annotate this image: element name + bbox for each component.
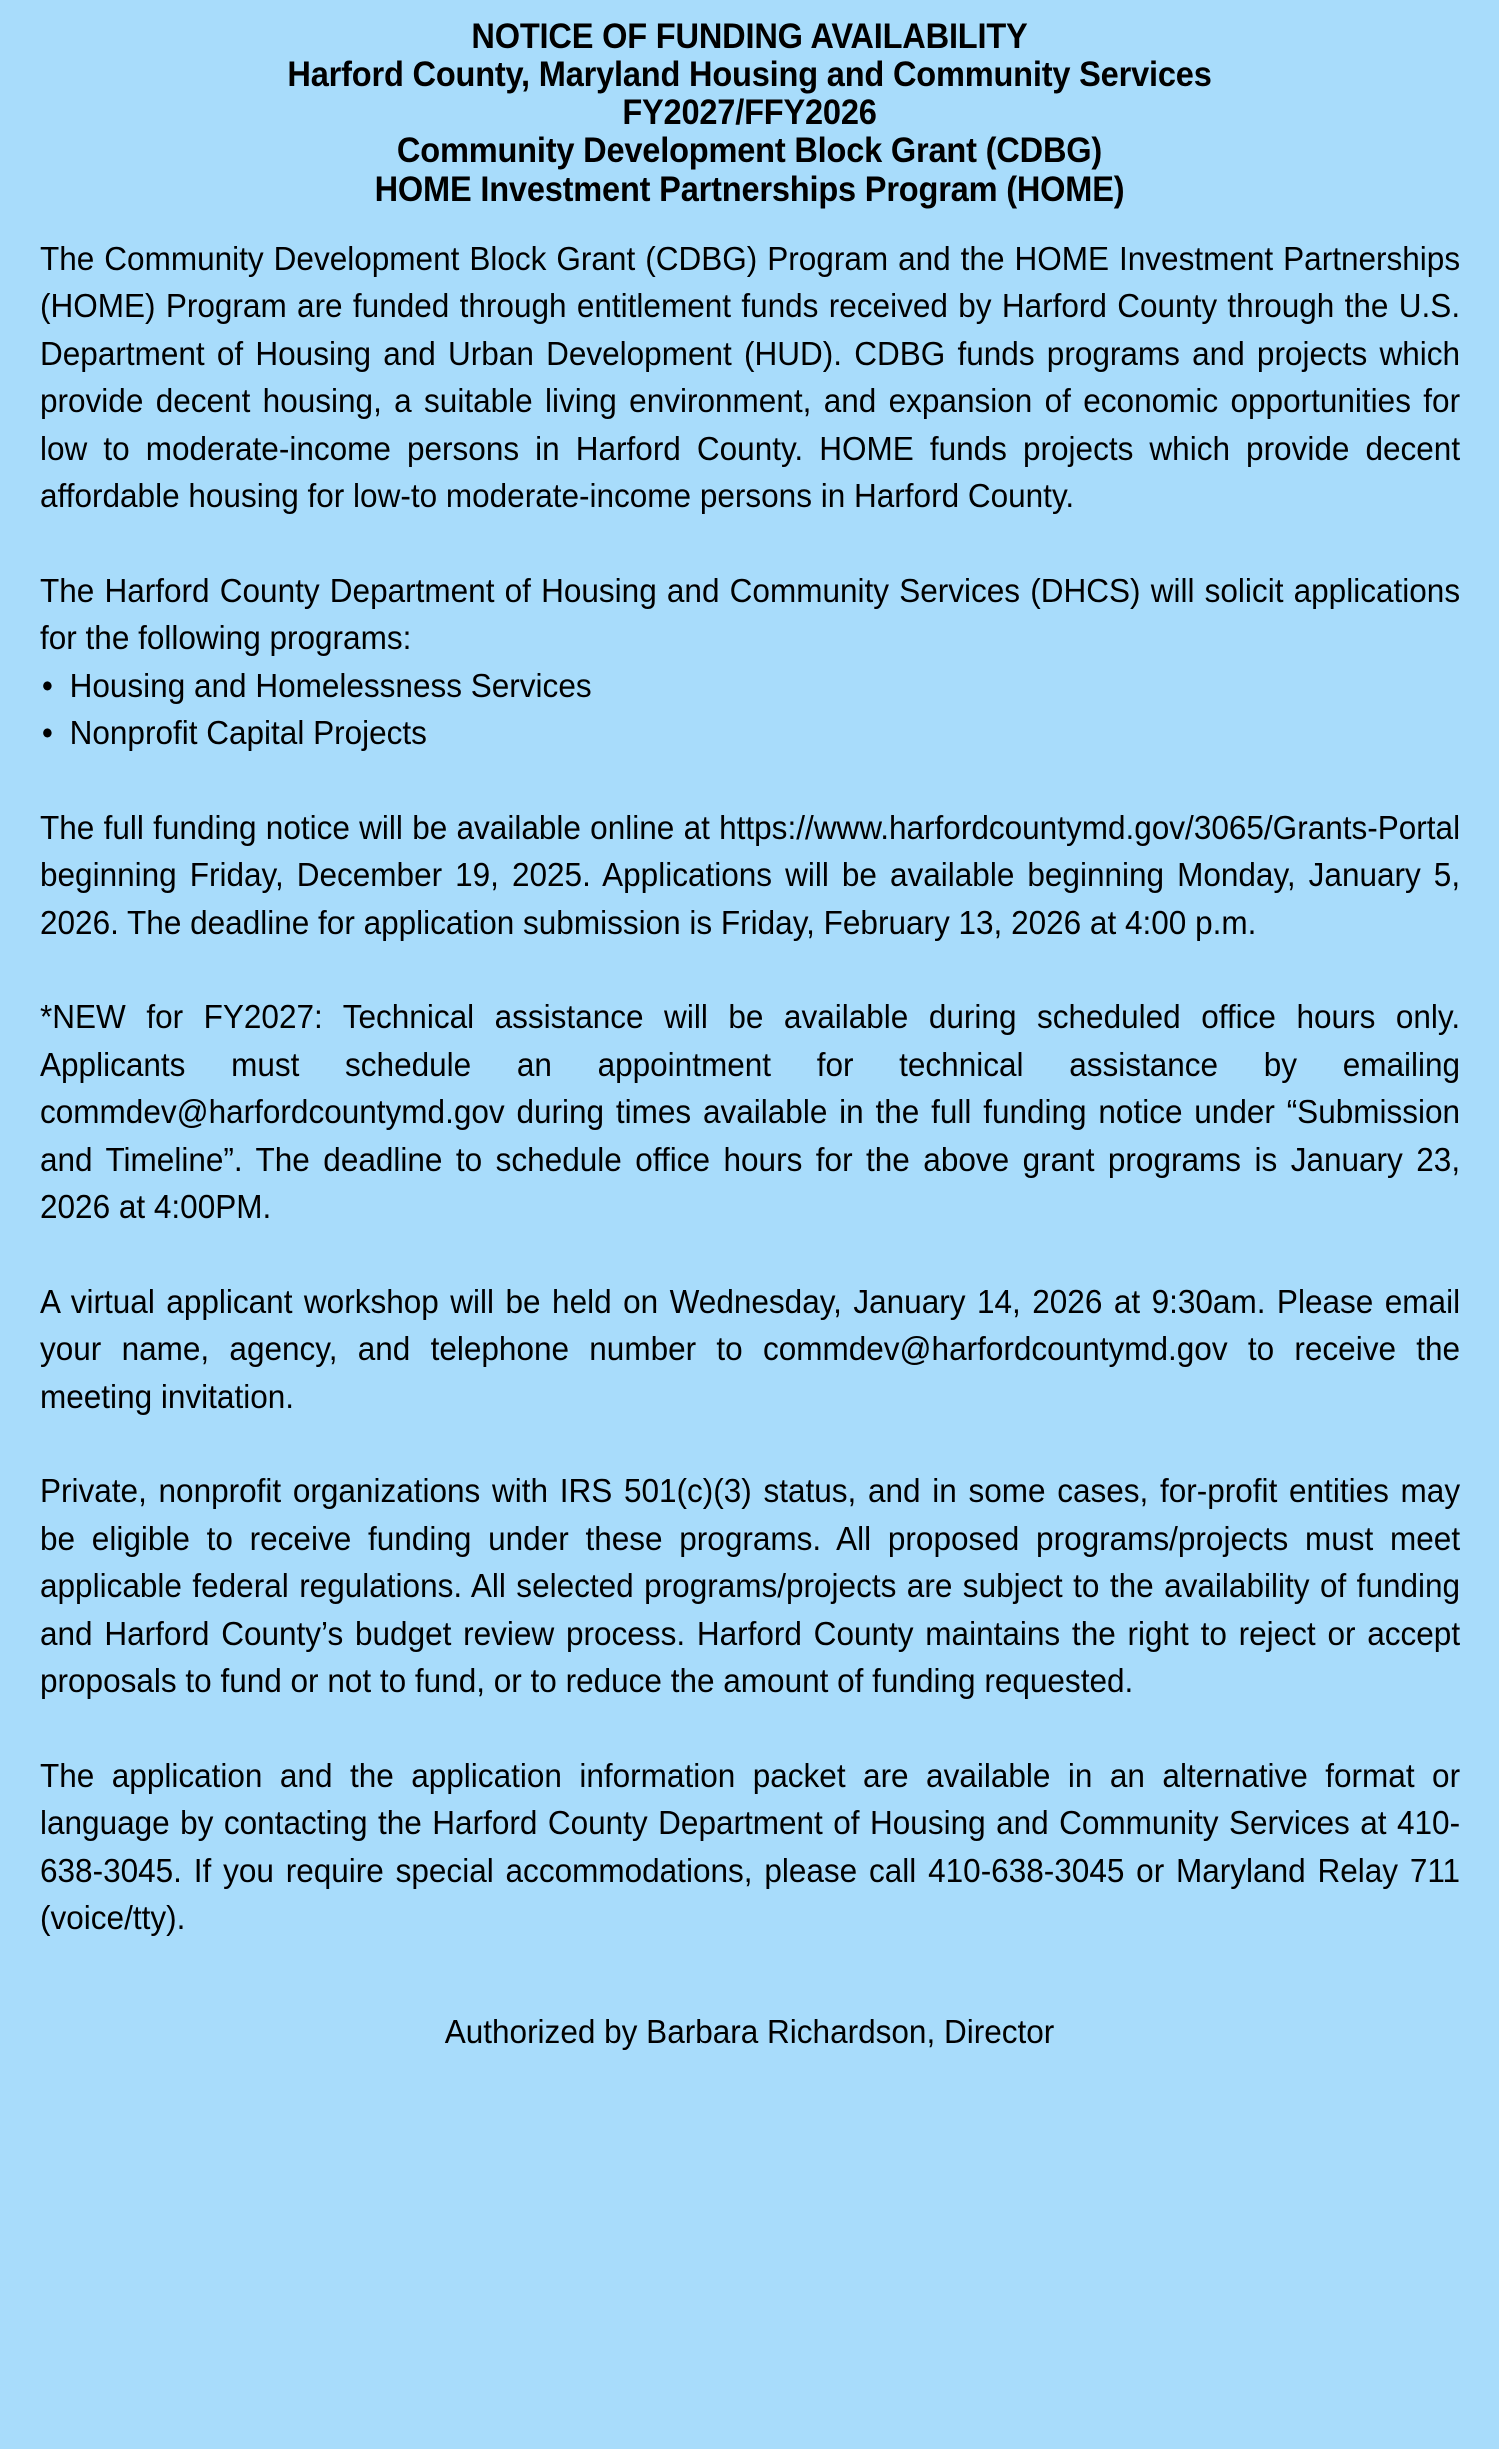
list-item bbox=[40, 709, 1460, 757]
notice-body bbox=[40, 235, 1460, 1942]
paragraph-workshop: A virtual applicant workshop will be held on Wednesday, January 14, 2026 at 9:30am. Please email your name, agency, and telephone number to commdev@harfordcountymd.gov to receive the meeting invitation. bbox=[40, 1282, 1461, 1415]
paragraph-technical-assistance: *NEW for FY2027: Technical assistance will be available during scheduled office hours only. Applicants must schedule an appointment for technical assistance by emailing commdev@harfordcountymd.gov during times available in the full funding notice under “Submission and Timeline”. The deadline to schedule office hours for the above grant programs is January 23, 2026 at 4:00PM. bbox=[40, 998, 1461, 1226]
paragraph-accessibility: The application and the application information packet are available in an alternative format or language by contacting the Harford County Department of Housing and Community Services at 410-638-3045. If you require special accommodations, please call 410-638-3045 or Maryland Relay 711 (voice/tty). bbox=[40, 1756, 1461, 1937]
paragraph-eligibility: Private, nonprofit organizations with IRS 501(c)(3) status, and in some cases, for-profit entities may be eligible to receive funding under these programs. All proposed programs/projects must meet applicable federal regulations. All selected programs/projects are subject to the availability of funding and Harford County’s budget review process. Harford County maintains the right to reject or accept proposals to fund or not to fund, or to reduce the amount of funding requested. bbox=[40, 1472, 1461, 1700]
bullet-icon: • bbox=[41, 666, 53, 704]
authorization-signature: Authorized by Barbara Richardson, Director bbox=[444, 2012, 1055, 2050]
title-line-notice-of-funding-availability: NOTICE OF FUNDING AVAILABILITY bbox=[471, 17, 1028, 56]
notice-title-block bbox=[90, 18, 1410, 209]
title-line-cdbg-program: Community Development Block Grant (CDBG) bbox=[396, 131, 1103, 171]
paragraph-intro: The Community Development Block Grant (CDBG) Program and the HOME Investment Partnerships (HOME) Program are funded through entitlement funds received by Harford County through the U.S. Department of Housing and Urban Development (HUD). CDBG funds programs and projects which provide decent housing, a suitable living environment, and expansion of economic opportunities for low to moderate-income persons in Harford County. HOME funds projects which provide decent affordable housing for low-to moderate-income persons in Harford County. bbox=[40, 239, 1461, 515]
paragraph-notice-availability: The full funding notice will be available online at https://www.harfordcountymd.gov/3065/Grants-Portal beginning Friday, December 19, 2025. Applications will be available beginning Monday, January 5, 2026. The deadline for application submission is Friday, February 13, 2026 at 4:00 p.m. bbox=[40, 808, 1461, 941]
title-line-fiscal-year: FY2027/FFY2026 bbox=[622, 93, 877, 133]
list-item bbox=[40, 662, 1460, 710]
program-list bbox=[40, 662, 1460, 757]
title-line-agency: Harford County, Maryland Housing and Community Services bbox=[287, 55, 1212, 95]
title-line-home-program: HOME Investment Partnerships Program (HOME) bbox=[374, 169, 1125, 209]
list-item-label: Nonprofit Capital Projects bbox=[69, 714, 427, 752]
list-item-label: Housing and Homelessness Services bbox=[69, 666, 592, 704]
paragraph-solicit: The Harford County Department of Housing and Community Services (DHCS) will solicit applications for the following programs: bbox=[40, 571, 1461, 657]
bullet-icon: • bbox=[41, 714, 53, 752]
